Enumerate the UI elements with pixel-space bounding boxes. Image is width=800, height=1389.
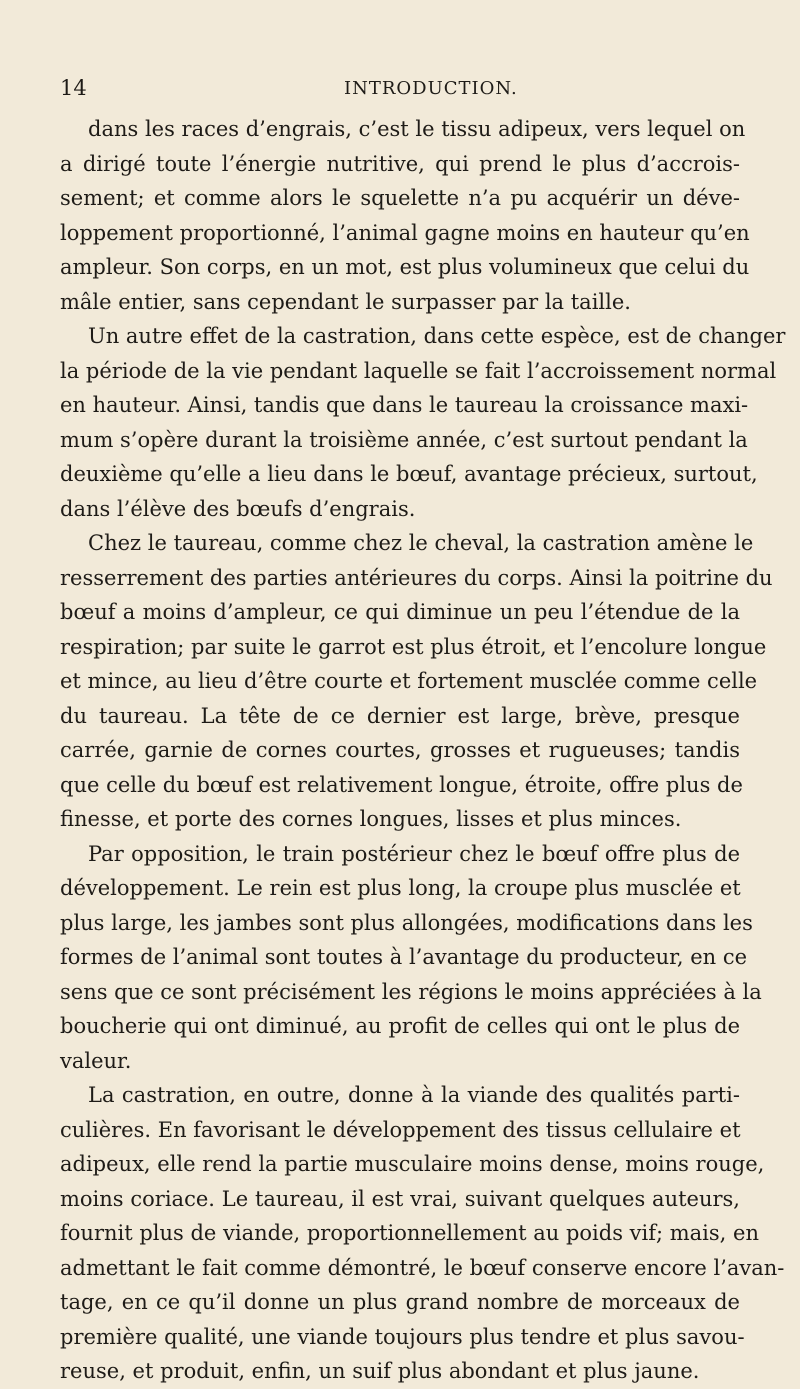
body-text xyxy=(60,112,786,1389)
text-line: reuse, et produit, enfin, un suif plus abondant et plus jaune. xyxy=(60,1359,700,1383)
paragraph xyxy=(60,319,786,526)
text-line: première qualité, une viande toujours plus tendre et plus savou- xyxy=(60,1324,745,1349)
running-head xyxy=(60,76,740,106)
text-line: plus large, les jambes sont plus allongées, modifications dans les xyxy=(60,910,753,935)
text-line: bœuf a moins d’ampleur, ce qui diminue un peu l’étendue de la xyxy=(60,600,740,624)
text-line: moins coriace. Le taureau, il est vrai, suivant quelques auteurs, xyxy=(60,1186,740,1211)
paragraph xyxy=(60,526,773,837)
text-line: Par opposition, le train postérieur chez le bœuf offre plus de xyxy=(88,841,740,866)
text-line: que celle du bœuf est relativement longue, étroite, offre plus de xyxy=(60,772,743,797)
text-line: adipeux, elle rend la partie musculaire moins dense, moins rouge, xyxy=(60,1152,765,1176)
text-line: dans l’élève des bœufs d’engrais. xyxy=(60,496,416,521)
text-line: ampleur. Son corps, en un mot, est plus volumineux que celui du xyxy=(60,255,750,279)
text-line: formes de l’animal sont toutes à l’avantage du producteur, en ce xyxy=(60,945,748,969)
text-line: loppement proportionné, l’animal gagne moins en hauteur qu’en xyxy=(60,220,750,245)
text-line: mâle entier, sans cependant le surpasser par la taille. xyxy=(60,289,631,314)
text-line: Un autre effet de la castration, dans cette espèce, est de changer xyxy=(88,324,786,348)
text-line: la période de la vie pendant laquelle se fait l’accroissement normal xyxy=(60,358,777,383)
text-line: a dirigé toute l’énergie nutritive, qui prend le plus d’accrois- xyxy=(60,151,740,176)
text-line: Chez le taureau, comme chez le cheval, la castration amène le xyxy=(88,531,754,555)
paragraph xyxy=(60,112,750,319)
text-line: deuxième qu’elle a lieu dans le bœuf, avantage précieux, surtout, xyxy=(60,462,758,486)
text-line: La castration, en outre, donne à la viande des qualités parti- xyxy=(88,1083,740,1107)
text-line: admettant le fait comme démontré, le bœuf conserve encore l’avan- xyxy=(60,1255,785,1280)
text-line: développement. Le rein est plus long, la croupe plus musclée et xyxy=(60,876,741,900)
text-line: fournit plus de viande, proportionnellement au poids vif; mais, en xyxy=(60,1221,759,1245)
text-line: boucherie qui ont diminué, au profit de celles qui ont le plus de xyxy=(60,1014,740,1038)
text-line: resserrement des parties antérieures du corps. Ainsi la poitrine du xyxy=(60,565,773,590)
text-line: et mince, au lieu d’être courte et fortement musclée comme celle xyxy=(60,669,758,693)
text-line: culières. En favorisant le développement des tissus cellulaire et xyxy=(60,1117,741,1142)
text-line: tage, en ce qu’il donne un plus grand nombre de morceaux de xyxy=(60,1290,740,1314)
text-line: mum s’opère durant la troisième année, c’est surtout pendant la xyxy=(60,427,748,452)
text-line: dans les races d’engrais, c’est le tissu adipeux, vers lequel on xyxy=(88,117,746,141)
paragraph xyxy=(60,837,762,1079)
text-line: carrée, garnie de cornes courtes, grosses et rugueuses; tandis xyxy=(60,738,740,762)
text-line: sens que ce sont précisément les régions le moins appréciées à la xyxy=(60,979,762,1004)
text-line: finesse, et porte des cornes longues, lisses et plus minces. xyxy=(60,807,682,831)
page-number: 14 xyxy=(60,76,87,100)
text-line: en hauteur. Ainsi, tandis que dans le taureau la croissance maxi- xyxy=(60,393,749,417)
paragraph xyxy=(60,1078,785,1389)
text-line: du taureau. La tête de ce dernier est large, brève, presque xyxy=(60,703,740,728)
text-line: respiration; par suite le garrot est plus étroit, et l’encolure longue xyxy=(60,634,767,659)
text-line: sement; et comme alors le squelette n’a pu acquérir un déve- xyxy=(60,186,740,210)
running-title: INTRODUCTION. xyxy=(344,78,518,99)
text-line: valeur. xyxy=(60,1048,132,1073)
